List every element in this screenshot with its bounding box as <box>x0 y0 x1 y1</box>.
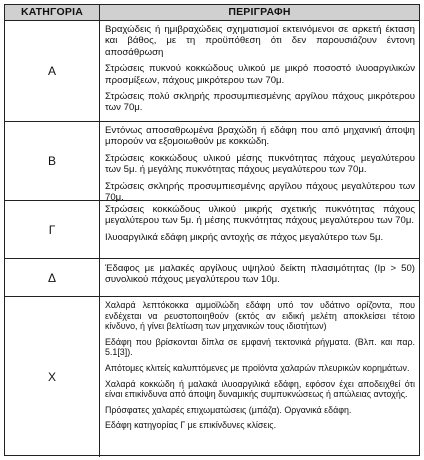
description-paragraph: Εντόνως αποσαθρωμένα βραχώδη ή εδάφη που από μηχανική άποψη μπορούν να εξομοιωθούν με κοκκώδη. <box>105 125 415 148</box>
description-paragraph: Στρώσεις πυκνού κοκκώδους υλικού με μικρό ποσοστό ιλυοαργιλικών προσμίξεων, πάχους μικρότερου των 70μ. <box>105 63 415 86</box>
description-paragraph: Στρώσεις πολύ σκληρής προσυμπιεσμένης αργίλου πάχους μικρότερου των 70μ. <box>105 91 415 114</box>
header-description: ΠΕΡΙΓΡΑΦΗ <box>228 6 291 18</box>
category-cell: Β <box>5 122 100 200</box>
table-header <box>5 5 419 21</box>
description-paragraph: Εδάφη κατηγορίας Γ με επικίνδυνες κλίσεις. <box>105 420 277 431</box>
description-cell <box>105 300 415 436</box>
description-paragraph: Εδάφη που βρίσκονται δίπλα σε εμφανή τεκτονικά ρήγματα. (Βλπ. και παρ. 5.1[3]). <box>105 336 415 358</box>
category-cell: Α <box>5 21 100 121</box>
description-paragraph: Στρώσεις σκληρής προσυμπιεσμένης αργίλου πάχους μεγαλύτερου των 70μ. <box>105 180 415 204</box>
description-cell <box>105 24 415 114</box>
header-category: ΚΑΤΗΓΟΡΙΑ <box>5 5 100 20</box>
description-paragraph: Χαλαρά κοκκώδη ή μαλακά ιλυοαργιλικά εδάφη, εφόσον έχει αποδειχθεί ότι είναι επικίνδυνα από άποψη δυναμικής συμπυκνώσεως ή απώλειας αντοχής. <box>105 378 415 400</box>
table-row-b <box>5 122 419 204</box>
table-row-x <box>5 297 419 457</box>
description-paragraph: Στρώσεις κοκκώδους υλικού μικρής σχετικής πυκνότητας πάχους μεγαλύτερου των 5μ. ή μέσης πυκνότητας πάχους μεγαλύτερου των 70μ. <box>105 204 415 227</box>
table-row-a <box>5 21 419 122</box>
description-paragraph: Πρόσφατες χαλαρές επιχωματώσεις (μπάζα). Οργανικά εδάφη. <box>105 404 352 415</box>
table-row-d <box>5 259 419 297</box>
description-cell <box>105 204 415 243</box>
description-cell <box>105 125 415 203</box>
description-paragraph: Ιλυοαργιλικά εδάφη μικρής αντοχής σε πάχος μεγαλύτερο των 5μ. <box>105 231 384 243</box>
description-paragraph: Στρώσεις κοκκώδους υλικού μέσης πυκνότητας πάχους μεγαλύτερου των 5μ. ή μεγάλης πυκνότητας πάχους μεγαλύτερου των 70μ. <box>105 152 415 176</box>
category-cell: Γ <box>5 201 100 258</box>
description-paragraph: Απότομες κλιτείς καλυπτόμενες με προϊόντα χαλαρών πλευρικών κορημάτων. <box>105 362 410 373</box>
category-cell: Χ <box>5 297 100 457</box>
description-paragraph: Έδαφος με μαλακές αργίλους υψηλού δείκτη πλασιμότητας (Ip > 50) συνολικού πάχους μεγαλύτερου των 10μ. <box>105 263 415 286</box>
table-row-g <box>5 201 419 259</box>
description-paragraph: Βραχώδεις ή ημιβραχώδεις σχηματισμοί εκτεινόμενοι σε αρκετή έκταση και βάθος, με τη προϋπόθεση ότι δεν παρουσιάζουν έντονη αποσάθρωση <box>105 24 415 58</box>
category-cell: Δ <box>5 259 100 296</box>
description-cell <box>105 263 415 286</box>
description-paragraph: Χαλαρά λεπτόκοκκα αμμοϊλώδη εδάφη υπό τον υδάτινο ορίζοντα, που ενδέχεται να ρευστοποιηθούν (εκτός αν ειδική μελέτη αποκλείσει τέτοιο κίνδυνο, ή γίνει βελτίωση των μηχανικών τους ιδιοτήτων) <box>105 300 415 332</box>
soil-category-table <box>4 4 420 456</box>
